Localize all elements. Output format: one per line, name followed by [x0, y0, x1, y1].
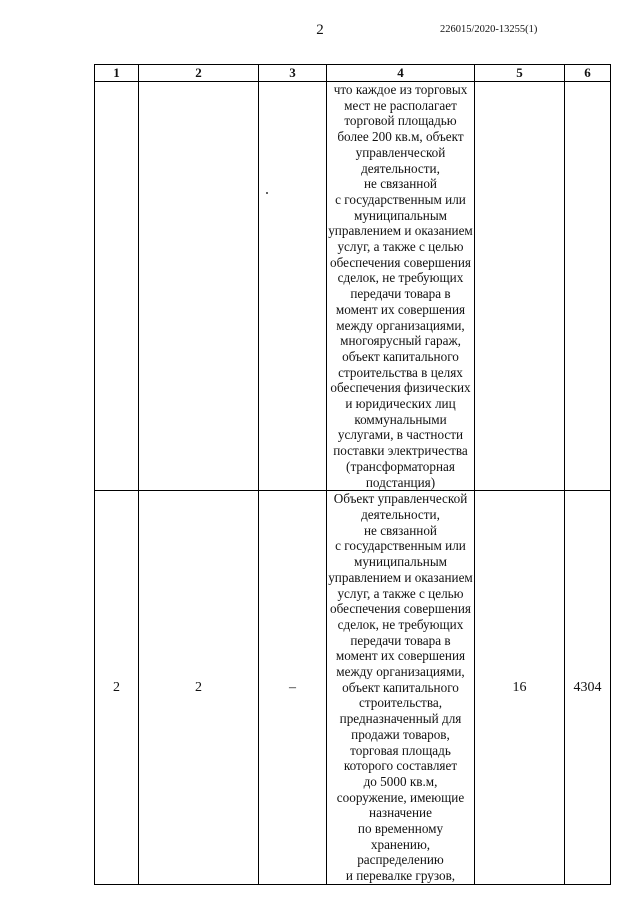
cell-col3 [259, 82, 327, 491]
page-number: 2 [316, 22, 324, 38]
cell-col5 [475, 82, 565, 491]
column-header-3: 3 [259, 65, 327, 82]
column-header-5: 5 [475, 65, 565, 82]
column-header-6: 6 [565, 65, 611, 82]
cell-col1 [95, 82, 139, 491]
cell-col2: 2 [139, 491, 259, 885]
cell-col6: 4304 [565, 491, 611, 885]
cell-col6 [565, 82, 611, 491]
cell-description: что каждое из торговых мест не располагает торговой площадью более 200 кв.м, объект управленческой деятельности, не связанной с государственным или муниципальным управлением и оказанием услуг, а также с целью обеспечения совершения сделок, не требующих передачи товара в момент их совершения между организациями, многоярусный гараж, объект капитального строительства в целях обеспечения физических и юридических лиц коммунальными услугами, в частности поставки электричества (трансформаторная подстанция) [328, 82, 473, 490]
table-header-row [95, 65, 611, 82]
column-header-1: 1 [95, 65, 139, 82]
column-header-4: 4 [327, 65, 475, 82]
column-header-2: 2 [139, 65, 259, 82]
table-row [95, 82, 611, 491]
data-table [94, 64, 611, 885]
cell-col5: 16 [475, 491, 565, 885]
document-reference: 226015/2020-13255(1) [440, 24, 538, 35]
stray-mark [266, 192, 268, 194]
cell-col3: – [259, 491, 327, 885]
cell-col2 [139, 82, 259, 491]
cell-col1: 2 [95, 491, 139, 885]
table-row [95, 491, 611, 885]
cell-description: Объект управленческой деятельности, не связанной с государственным или муниципальным управлением и оказанием услуг, а также с целью обеспечения совершения сделок, не требующих передачи товара в момент их совершения между организациями, объект капитального строительства, предназначенный для продажи товаров, торговая площадь которого составляет до 5000 кв.м, сооружение, имеющие назначение по временному хранению, распределению и перевалке грузов, [328, 491, 473, 884]
